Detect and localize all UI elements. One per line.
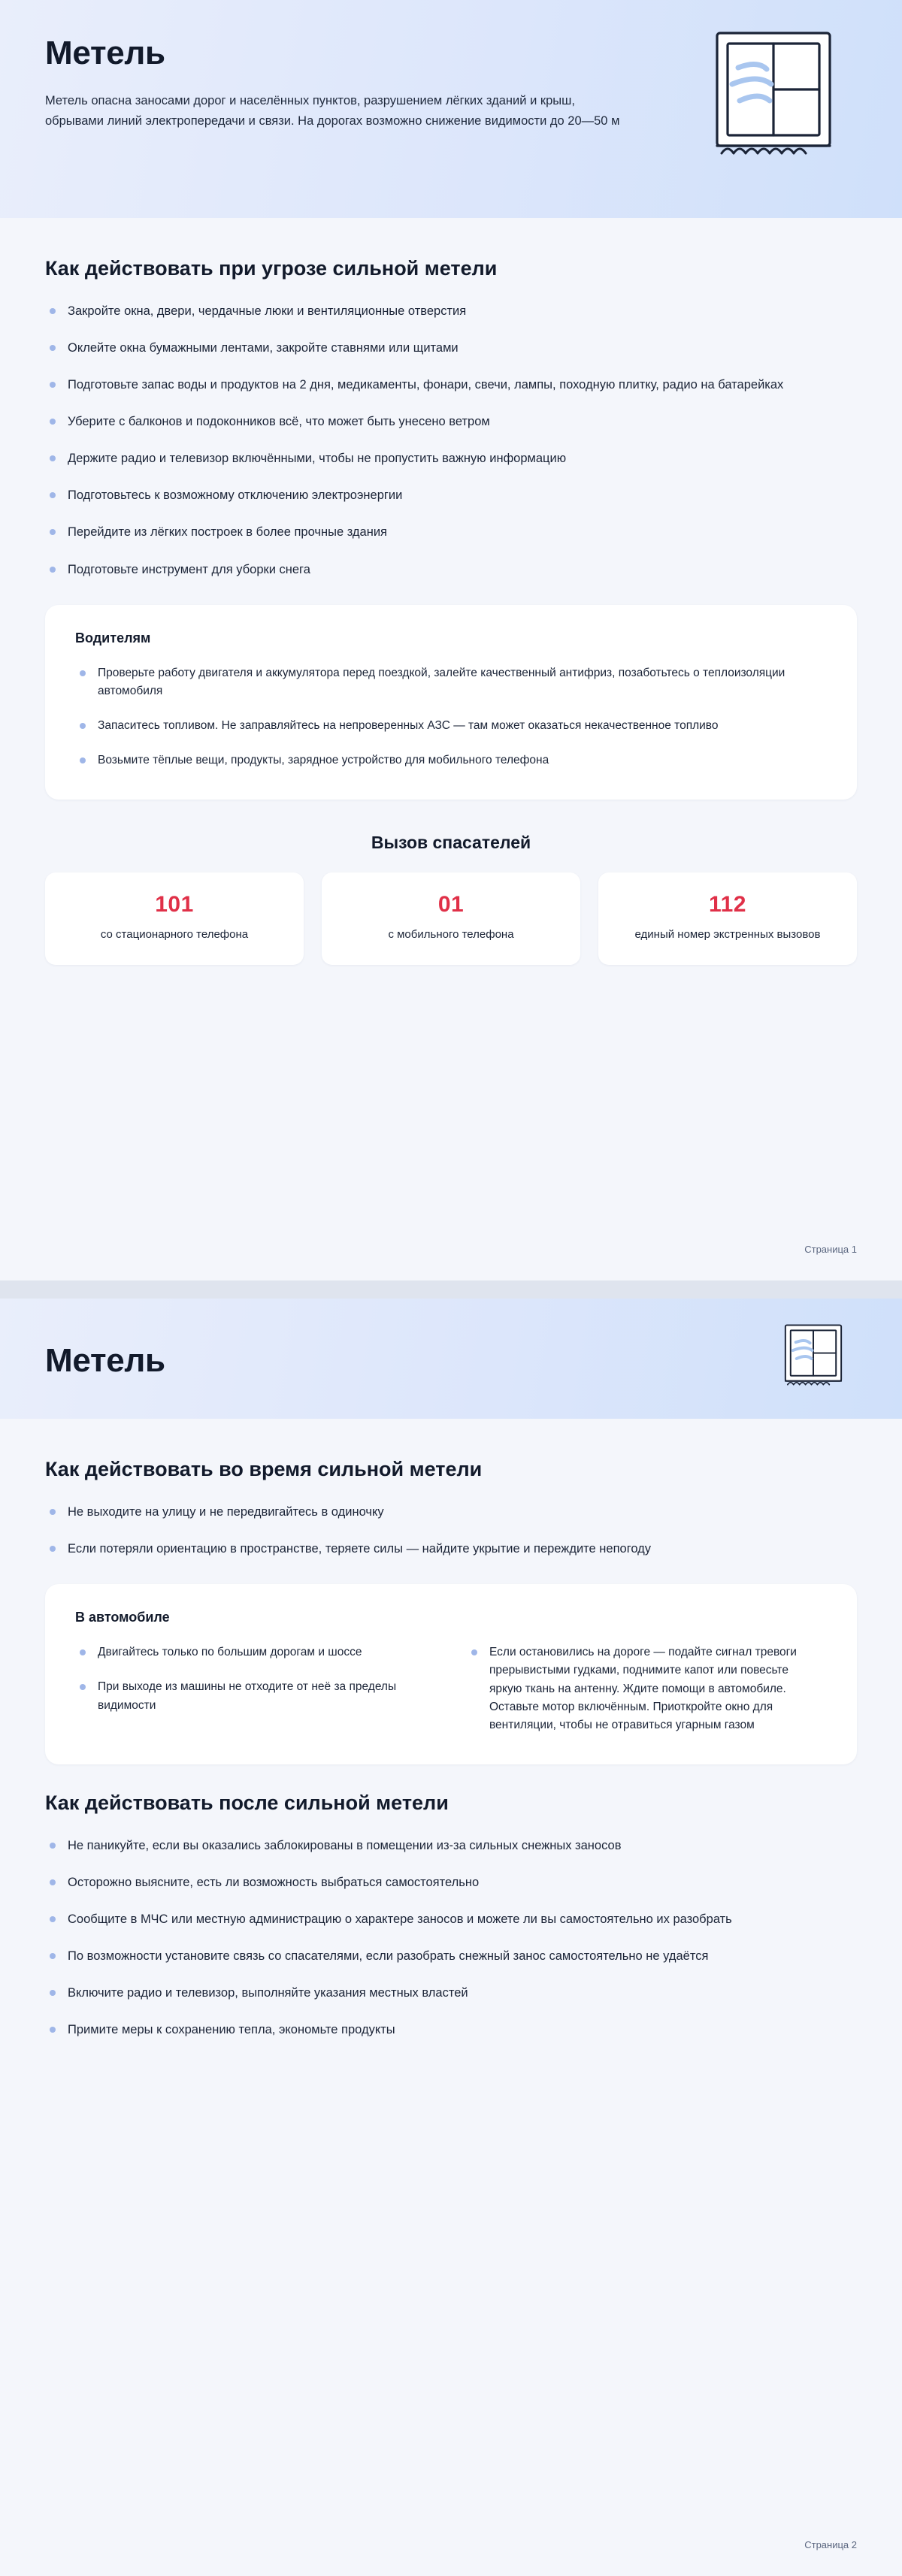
page-2	[0, 1299, 902, 2576]
page-title: Метель	[45, 1342, 165, 1380]
page-1	[0, 0, 902, 1280]
window-with-snow-icon	[695, 26, 852, 176]
list-item: Не выходите на улицу и не передвигайтесь в одиночку	[45, 1502, 804, 1522]
page-separator	[0, 1280, 902, 1299]
page-1-content	[0, 218, 902, 1055]
threat-actions-list	[45, 301, 857, 579]
car-card-columns	[75, 1643, 827, 1751]
list-item: Проверьте работу двигателя и аккумулятора перед поездкой, залейте качественный антифриз, позаботьтесь о теплоизоляции автомобиля	[75, 664, 827, 700]
list-item: Держите радио и телевизор включёнными, чтобы не пропустить важную информацию	[45, 449, 804, 468]
emergency-number-card	[598, 872, 857, 965]
emergency-number-caption: единый номер экстренных вызовов	[634, 928, 821, 942]
car-list-left	[75, 1643, 435, 1751]
list-item: Если потеряли ориентацию в пространстве, теряете силы — найдите укрытие и переждите непогоду	[45, 1539, 804, 1559]
list-item: Перейдите из лёгких построек в более прочные здания	[45, 522, 804, 542]
emergency-number-row	[45, 872, 857, 965]
hero-lead-text: Метель опасна заносами дорог и населённых пунктов, разрушением лёгких зданий и крыш, обрывами линий электропередачи и связи. На дорогах возможно снижение видимости до 20—50 м	[45, 94, 620, 128]
list-item: Запаситесь топливом. Не заправляйтесь на непроверенных АЗС — там может оказаться некачественное топливо	[75, 717, 827, 735]
car-card-title: В автомобиле	[75, 1610, 170, 1625]
emergency-number-card	[45, 872, 304, 965]
list-item: Осторожно выясните, есть ли возможность выбраться самостоятельно	[45, 1873, 804, 1892]
emergency-number: 112	[709, 892, 746, 918]
emergency-title: Вызов спасателей	[371, 833, 531, 853]
page-2-hero	[0, 1299, 902, 1419]
drivers-card-title: Водителям	[75, 630, 151, 646]
list-item: Уберите с балконов и подоконников всё, что может быть унесено ветром	[45, 412, 804, 431]
list-item: При выходе из машины не отходите от неё за пределы видимости	[75, 1678, 428, 1714]
page-2-footer: Страница 2	[804, 2539, 857, 2550]
list-item: Оклейте окна бумажными лентами, закройте ставнями или щитами	[45, 338, 804, 358]
page-title: Метель	[45, 35, 165, 71]
emergency-number: 01	[437, 892, 465, 918]
list-item: Возьмите тёплые вещи, продукты, зарядное устройство для мобильного телефона	[75, 751, 827, 769]
car-card	[45, 1584, 857, 1764]
page-1-footer: Страница 1	[804, 1244, 857, 1255]
during-actions-list	[45, 1502, 857, 1559]
list-item: Закройте окна, двери, чердачные люки и вентиляционные отверстия	[45, 301, 804, 321]
window-with-snow-icon	[774, 1321, 852, 1396]
emergency-number: 101	[155, 892, 194, 918]
list-item: Если остановились на дороге — подайте сигнал тревоги прерывистыми гудками, поднимите капот или повесьте яркую ткань на антенну. Ждите помощи в автомобиле. Оставьте мотор включённым. Приоткройте окно для вентиляции, чтобы не отравиться угарным газом	[467, 1643, 820, 1734]
emergency-number-caption: со стационарного телефона	[100, 928, 249, 942]
list-item: Включите радио и телевизор, выполняйте указания местных властей	[45, 1983, 804, 2003]
emergency-number-card	[322, 872, 580, 965]
emergency-numbers-section	[45, 833, 857, 965]
section-title-threat: Как действовать при угрозе сильной метели	[45, 257, 498, 280]
list-item: Не паникуйте, если вы оказались заблокированы в помещении из-за сильных снежных заносов	[45, 1836, 804, 1855]
emergency-number-caption: с мобильного телефона	[388, 928, 514, 942]
drivers-list	[75, 664, 827, 770]
list-item: Подготовьте запас воды и продуктов на 2 дня, медикаменты, фонари, свечи, лампы, походную плитку, радио на батарейках	[45, 375, 804, 395]
list-item: Сообщите в МЧС или местную администрацию о характере заносов и можете ли вы самостоятельно их разобрать	[45, 1909, 804, 1929]
section-title-after: Как действовать после сильной метели	[45, 1791, 449, 1815]
section-title-during: Как действовать во время сильной метели	[45, 1458, 483, 1480]
page-1-hero	[0, 0, 902, 218]
list-item: Подготовьтесь к возможному отключению электроэнергии	[45, 485, 804, 505]
list-item: Подготовьте инструмент для уборки снега	[45, 560, 804, 579]
after-actions-list	[45, 1836, 857, 2039]
list-item: Двигайтесь только по большим дорогам и шоссе	[75, 1643, 428, 1661]
list-item: По возможности установите связь со спасателями, если разобрать снежный занос самостоятельно не удаётся	[45, 1946, 804, 1966]
drivers-card	[45, 605, 857, 800]
page-2-content	[0, 1419, 902, 2148]
car-list-right	[467, 1643, 827, 1751]
list-item: Примите меры к сохранению тепла, экономьте продукты	[45, 2020, 804, 2039]
